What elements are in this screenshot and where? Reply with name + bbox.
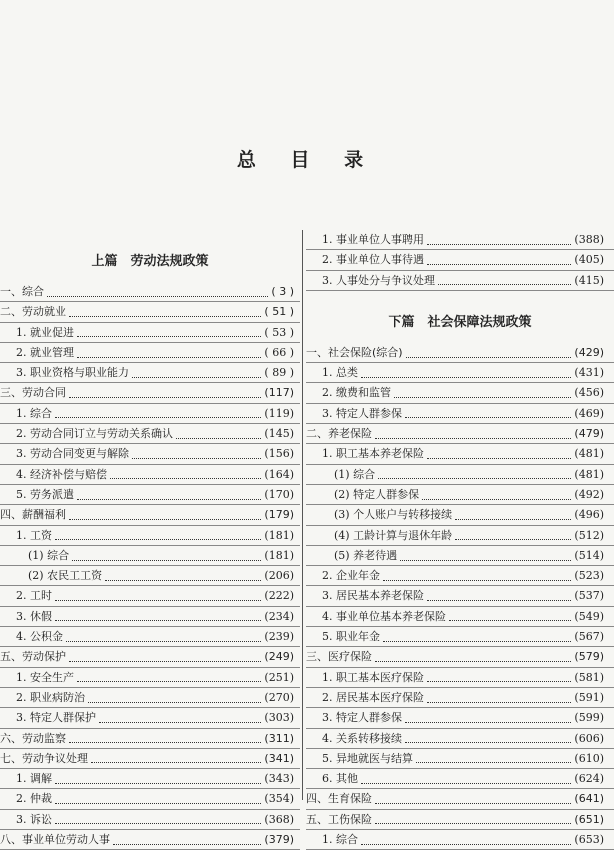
dot-leader	[416, 761, 571, 763]
toc-entry-page: (311)	[264, 731, 294, 745]
toc-entry-page: (368)	[264, 812, 294, 826]
dot-leader	[375, 660, 571, 662]
dot-leader	[438, 283, 571, 285]
toc-entry-title: 五、劳动保护	[0, 650, 66, 664]
toc-entry[interactable]	[306, 230, 614, 250]
toc-entry-title: 2. 企业年金	[322, 569, 380, 583]
dot-leader	[422, 498, 571, 500]
toc-entry[interactable]	[306, 343, 614, 363]
toc-entry-page: (641)	[574, 792, 604, 806]
dot-leader	[383, 640, 571, 642]
toc-entry-page: (512)	[574, 528, 604, 542]
toc-entry-title: 3. 劳动合同变更与解除	[16, 447, 129, 461]
toc-entry[interactable]	[306, 729, 614, 749]
toc-entry-page: (145)	[264, 427, 294, 441]
toc-entry[interactable]	[0, 383, 300, 403]
toc-entry[interactable]	[306, 566, 614, 586]
dot-leader	[66, 640, 261, 642]
toc-entry-page: (481)	[574, 467, 604, 481]
toc-entry-title: 2. 居民基本医疗保险	[322, 690, 424, 704]
toc-entry-title: 四、薪酬福利	[0, 508, 66, 522]
toc-entry-page: (610)	[574, 751, 604, 765]
toc-entry-page: (579)	[574, 650, 604, 664]
toc-entry[interactable]	[0, 810, 300, 830]
dot-leader	[405, 741, 571, 743]
toc-entry[interactable]	[306, 607, 614, 627]
toc-entry-page: (537)	[574, 589, 604, 603]
toc-entry-title: 3. 人事处分与争议处理	[322, 273, 435, 287]
toc-entry-title: (1) 综合	[28, 548, 70, 562]
toc-entry-page: (567)	[574, 630, 604, 644]
dot-leader	[55, 822, 261, 824]
dot-leader	[55, 619, 261, 621]
dot-leader	[427, 599, 571, 601]
toc-entry-page: (119)	[264, 406, 294, 420]
toc-entry-title: 4. 关系转移接续	[322, 731, 402, 745]
toc-entry-page: (405)	[574, 253, 604, 267]
toc-entry-page: (181)	[264, 548, 294, 562]
section-heading-lower: 下篇 社会保障法规政策	[388, 314, 532, 330]
dot-leader	[55, 538, 261, 540]
toc-entry-page: (156)	[264, 447, 294, 461]
dot-leader	[405, 416, 571, 418]
toc-entry-page: (206)	[264, 569, 294, 583]
toc-entry-page: (222)	[264, 589, 294, 603]
toc-entry-title: 五、工伤保险	[306, 812, 372, 826]
toc-entry-title: 3. 居民基本养老保险	[322, 589, 424, 603]
toc-entry[interactable]	[0, 323, 300, 343]
toc-entry-page: ( 53 )	[264, 325, 294, 339]
toc-entry-title: 4. 公积金	[16, 630, 63, 644]
toc-entry-title: 5. 劳务派遣	[16, 487, 74, 501]
toc-entry-title: 1. 总类	[322, 366, 358, 380]
toc-entry-page: (388)	[574, 233, 604, 246]
toc-entry-title: 3. 特定人群参保	[322, 711, 402, 725]
toc-entry[interactable]	[0, 647, 300, 667]
dot-leader	[99, 721, 261, 723]
dot-leader	[77, 335, 261, 337]
toc-entry-page: (270)	[264, 690, 294, 704]
toc-entry-title: 1. 职工基本养老保险	[322, 447, 424, 461]
toc-entry-page: (179)	[264, 508, 294, 522]
toc-entry-title: 2. 工时	[16, 589, 52, 603]
toc-entry-page: (624)	[574, 772, 604, 786]
dot-leader	[375, 437, 571, 439]
toc-entry-page: (234)	[264, 609, 294, 623]
toc-entry-title: 三、医疗保险	[306, 650, 372, 664]
toc-entry[interactable]	[306, 424, 614, 444]
toc-entry[interactable]	[0, 444, 300, 464]
toc-entry[interactable]	[0, 607, 300, 627]
toc-entry-title: 1. 事业单位人事聘用	[322, 233, 424, 246]
toc-entry[interactable]	[306, 708, 614, 728]
toc-list-left	[0, 282, 300, 850]
toc-entry-page: (415)	[574, 273, 604, 287]
dot-leader	[361, 782, 571, 784]
toc-entry-page: ( 66 )	[264, 345, 294, 359]
toc-entry[interactable]	[0, 363, 300, 383]
dot-leader	[55, 599, 261, 601]
toc-entry-page: (492)	[574, 487, 604, 501]
dot-leader	[69, 741, 261, 743]
toc-entry-title: 6. 其他	[322, 772, 358, 786]
toc-entry-page: (514)	[574, 548, 604, 562]
toc-entry[interactable]	[0, 526, 300, 546]
toc-entry-page: (303)	[264, 711, 294, 725]
toc-entry-title: 2. 职业病防治	[16, 690, 85, 704]
toc-entry-title: (5) 养老待遇	[334, 548, 398, 562]
toc-entry-page: ( 51 )	[264, 305, 294, 319]
toc-entry-page: (181)	[264, 528, 294, 542]
toc-entry-title: 2. 缴费和监管	[322, 386, 391, 400]
dot-leader	[375, 822, 571, 824]
toc-entry-page: (549)	[574, 609, 604, 623]
toc-entry-page: (354)	[264, 792, 294, 806]
toc-entry[interactable]	[0, 749, 300, 769]
toc-entry-title: 3. 特定人群保护	[16, 711, 96, 725]
toc-entry-page: (431)	[574, 366, 604, 380]
toc-entry[interactable]	[0, 485, 300, 505]
toc-entry-page: (581)	[574, 670, 604, 684]
toc-entry-title: 七、劳动争议处理	[0, 751, 88, 765]
toc-entry-title: 一、综合	[0, 285, 44, 298]
toc-entry-title: 2. 就业管理	[16, 345, 74, 359]
toc-entry-page: ( 89 )	[264, 366, 294, 380]
toc-entry-page: (239)	[264, 630, 294, 644]
dot-leader	[77, 498, 261, 500]
dot-leader	[55, 782, 261, 784]
toc-entry[interactable]	[0, 586, 300, 606]
dot-leader	[427, 243, 571, 245]
toc-entry-title: 一、社会保险(综合)	[306, 345, 403, 359]
dot-leader	[427, 680, 571, 682]
dot-leader	[378, 477, 571, 479]
toc-entry-title: 4. 经济补偿与赔偿	[16, 467, 107, 481]
toc-entry-title: 4. 事业单位基本养老保险	[322, 609, 446, 623]
toc-entry[interactable]	[0, 688, 300, 708]
dot-leader	[427, 457, 571, 459]
toc-entry[interactable]	[0, 769, 300, 789]
dot-leader	[72, 559, 261, 561]
toc-list-right-bottom	[306, 343, 614, 850]
toc-entry-title: 二、养老保险	[306, 427, 372, 441]
toc-entry[interactable]	[306, 810, 614, 830]
toc-entry-title: 3. 诉讼	[16, 812, 52, 826]
toc-entry-title: (4) 工龄计算与退休年龄	[334, 528, 453, 542]
dot-leader	[361, 376, 571, 378]
toc-entry-page: (591)	[574, 690, 604, 704]
dot-leader	[69, 396, 261, 398]
dot-leader	[88, 701, 261, 703]
dot-leader	[405, 721, 571, 723]
toc-entry-page: (341)	[264, 751, 294, 765]
dot-leader	[400, 559, 571, 561]
toc-entry-page: (523)	[574, 569, 604, 583]
toc-entry-title: 二、劳动就业	[0, 305, 66, 319]
dot-leader	[77, 680, 261, 682]
dot-leader	[427, 263, 571, 265]
page-title: 总 目 录	[236, 149, 378, 171]
dot-leader	[69, 518, 261, 520]
toc-entry-page: ( 3 )	[271, 285, 294, 298]
dot-leader	[77, 356, 261, 358]
dot-leader	[132, 376, 261, 378]
toc-entry-title: (2) 农民工工资	[28, 569, 103, 583]
dot-leader	[132, 457, 261, 459]
toc-list-right-top	[306, 230, 614, 291]
toc-entry-page: (379)	[264, 833, 294, 847]
dot-leader	[406, 356, 572, 358]
toc-entry[interactable]	[0, 627, 300, 647]
toc-entry-page: (469)	[574, 406, 604, 420]
toc-entry[interactable]	[306, 769, 614, 789]
toc-entry-title: 3. 特定人群参保	[322, 406, 402, 420]
toc-entry[interactable]	[306, 250, 614, 270]
toc-entry-page: (170)	[264, 487, 294, 501]
toc-entry-page: (606)	[574, 731, 604, 745]
toc-entry[interactable]	[306, 505, 614, 525]
dot-leader	[176, 437, 261, 439]
dot-leader	[105, 579, 261, 581]
toc-entry[interactable]	[0, 505, 300, 525]
dot-leader	[69, 315, 261, 317]
dot-leader	[91, 761, 261, 763]
toc-entry-title: 1. 综合	[16, 406, 52, 420]
toc-entry[interactable]	[306, 668, 614, 688]
toc-entry[interactable]	[306, 404, 614, 424]
toc-entry-title: 1. 职工基本医疗保险	[322, 670, 424, 684]
toc-entry[interactable]	[306, 383, 614, 403]
toc-entry-page: (164)	[264, 467, 294, 481]
toc-entry[interactable]	[306, 271, 614, 291]
toc-entry-title: 1. 综合	[322, 833, 358, 847]
toc-entry[interactable]	[306, 444, 614, 464]
toc-entry[interactable]	[0, 465, 300, 485]
toc-entry-title: (3) 个人账户与转移接续	[334, 508, 453, 522]
toc-entry[interactable]	[0, 830, 300, 850]
toc-entry-title: 2. 仲裁	[16, 792, 52, 806]
toc-entry-page: (117)	[264, 386, 294, 400]
dot-leader	[455, 538, 571, 540]
toc-entry[interactable]	[0, 282, 300, 302]
toc-entry[interactable]	[306, 627, 614, 647]
toc-entry-title: 四、生育保险	[306, 792, 372, 806]
toc-entry[interactable]	[0, 546, 300, 566]
section-heading-upper: 上篇 劳动法规政策	[91, 254, 209, 269]
toc-entry[interactable]	[306, 546, 614, 566]
toc-entry-title: 1. 调解	[16, 772, 52, 786]
toc-entry-title: 5. 异地就医与结算	[322, 751, 413, 765]
toc-entry-page: (479)	[574, 427, 604, 441]
toc-entry-title: 3. 职业资格与职业能力	[16, 366, 129, 380]
toc-entry-title: 1. 工资	[16, 528, 52, 542]
toc-entry-title: 2. 事业单位人事待遇	[322, 253, 424, 267]
toc-entry-title: 三、劳动合同	[0, 386, 66, 400]
toc-entry-title: 六、劳动监察	[0, 731, 66, 745]
dot-leader	[394, 396, 571, 398]
toc-entry[interactable]	[0, 729, 300, 749]
toc-entry[interactable]	[306, 749, 614, 769]
toc-entry[interactable]	[306, 688, 614, 708]
dot-leader	[55, 416, 261, 418]
toc-entry-page: (249)	[264, 650, 294, 664]
dot-leader	[55, 802, 261, 804]
dot-leader	[47, 295, 268, 297]
toc-entry[interactable]	[0, 566, 300, 586]
toc-entry-page: (599)	[574, 711, 604, 725]
toc-entry[interactable]	[0, 343, 300, 363]
toc-entry-title: (2) 特定人群参保	[334, 487, 420, 501]
dot-leader	[375, 802, 571, 804]
dot-leader	[427, 701, 571, 703]
toc-entry[interactable]	[306, 830, 614, 850]
toc-entry[interactable]	[306, 647, 614, 667]
toc-entry-title: 3. 休假	[16, 609, 52, 623]
toc-entry-title: 八、事业单位劳动人事	[0, 833, 110, 847]
toc-entry[interactable]	[0, 404, 300, 424]
toc-entry[interactable]	[0, 668, 300, 688]
dot-leader	[449, 619, 571, 621]
toc-entry-page: (456)	[574, 386, 604, 400]
toc-entry-page: (251)	[264, 670, 294, 684]
toc-entry-title: 5. 职业年金	[322, 630, 380, 644]
toc-entry[interactable]	[0, 708, 300, 728]
dot-leader	[455, 518, 571, 520]
toc-left-column	[0, 230, 300, 847]
toc-entry-page: (651)	[574, 812, 604, 826]
toc-entry[interactable]	[0, 302, 300, 322]
toc-entry-title: 2. 劳动合同订立与劳动关系确认	[16, 427, 173, 441]
toc-entry-title: 1. 就业促进	[16, 325, 74, 339]
dot-leader	[361, 843, 571, 845]
column-divider	[302, 230, 303, 800]
toc-entry-page: (343)	[264, 772, 294, 786]
toc-right-column	[306, 230, 614, 847]
toc-entry[interactable]	[306, 526, 614, 546]
toc-entry[interactable]	[0, 424, 300, 444]
toc-entry[interactable]	[306, 485, 614, 505]
toc-entry[interactable]	[306, 586, 614, 606]
toc-entry[interactable]	[306, 465, 614, 485]
toc-entry-title: 1. 安全生产	[16, 670, 74, 684]
toc-entry[interactable]	[306, 363, 614, 383]
toc-entry-page: (653)	[574, 833, 604, 847]
dot-leader	[383, 579, 571, 581]
toc-entry-title: (1) 综合	[334, 467, 376, 481]
toc-entry-page: (481)	[574, 447, 604, 461]
dot-leader	[110, 477, 261, 479]
dot-leader	[69, 660, 261, 662]
dot-leader	[113, 843, 261, 845]
toc-entry-page: (496)	[574, 508, 604, 522]
toc-entry-page: (429)	[574, 345, 604, 359]
